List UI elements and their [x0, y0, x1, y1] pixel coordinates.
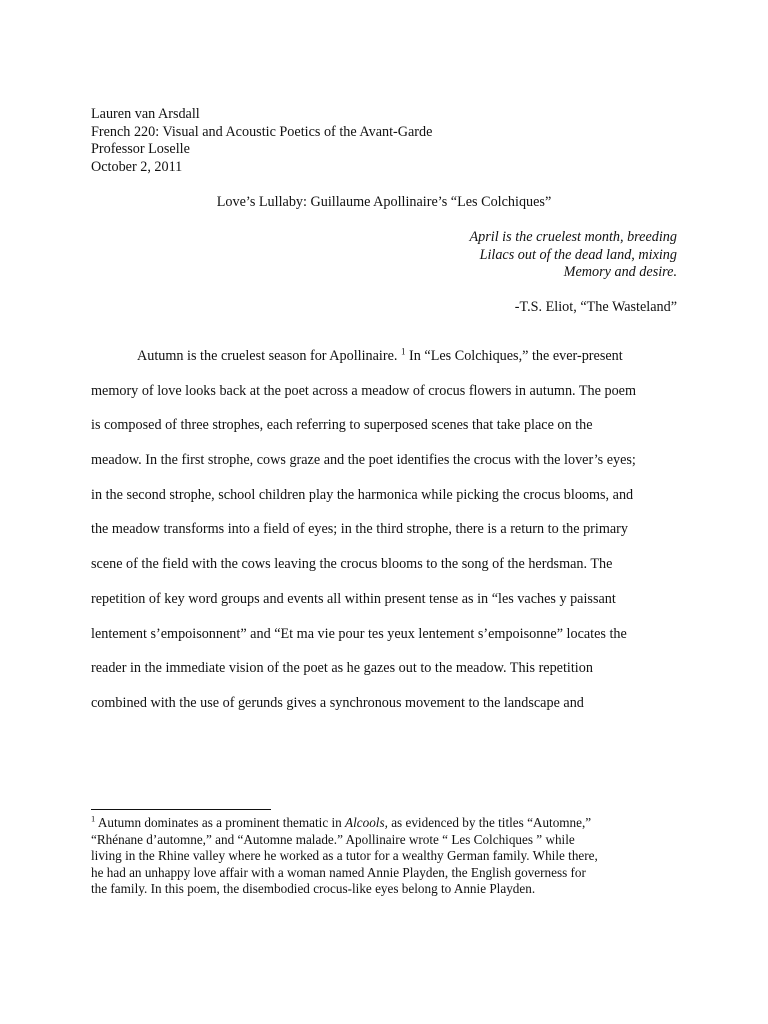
footnote-1	[91, 815, 691, 898]
footnote-marker[interactable]: 1	[401, 346, 406, 357]
body-line: in the second strophe, school children play the harmonica while picking the crocus blooms, and	[91, 486, 634, 503]
body-line: lentement s’empoisonnent” and “Et ma vie pour tes yeux lentement s’empoisonne” locates the	[91, 625, 627, 642]
epigraph-attribution: -T.S. Eliot, “The Wasteland”	[514, 299, 677, 315]
footnote-separator	[91, 809, 271, 810]
body-paragraph	[91, 346, 677, 728]
professor-name: Professor Loselle	[91, 141, 190, 157]
body-line-first-continued: In “Les Colchiques,” the ever-present	[409, 348, 623, 364]
footnote-number: 1	[91, 813, 96, 824]
body-line: meadow. In the first strophe, cows graze and the poet identifies the crocus with the lover’s eyes;	[91, 452, 636, 469]
body-line-first-text: Autumn is the cruelest season for Apollinaire.	[137, 348, 398, 364]
footnote-line: “Rhénane d’automne,” and “Automne malade.” Apollinaire wrote “ Les Colchiques ” while	[91, 831, 575, 847]
essay-date: October 2, 2011	[91, 158, 183, 175]
epigraph	[177, 229, 677, 282]
epigraph-line: Lilacs out of the dead land, mixing	[479, 246, 677, 263]
author-name: Lauren van Arsdall	[91, 106, 200, 122]
footnote-line: the family. In this poem, the disembodied crocus-like eyes belong to Annie Playden.	[91, 881, 536, 897]
essay-title: Love’s Lullaby: Guillaume Apollinaire’s “Les Colchiques”	[216, 194, 552, 210]
footnote-line: he had an unhappy love affair with a woman named Annie Playden, the English governess for	[91, 864, 586, 880]
footnote-text-continued: as evidenced by the titles “Automne,”	[391, 815, 592, 830]
body-line: memory of love looks back at the poet across a meadow of crocus flowers in autumn. The poem	[91, 382, 637, 399]
course-name: French 220: Visual and Acoustic Poetics of the Avant-Garde	[91, 123, 433, 140]
footnote-line-first	[91, 815, 691, 832]
footnote-line: living in the Rhine valley where he worked as a tutor for a wealthy German family. While there,	[91, 848, 598, 864]
header-block	[91, 106, 691, 176]
footnote-text: Autumn dominates as a prominent thematic in	[97, 815, 342, 830]
body-line: repetition of key word groups and events all within present tense as in “les vaches y paissant	[91, 590, 616, 607]
body-line-first	[91, 346, 677, 381]
epigraph-line: April is the cruelest month, breeding	[469, 229, 677, 245]
body-line: scene of the field with the cows leaving the crocus blooms to the song of the herdsman. The	[91, 556, 613, 573]
body-line: the meadow transforms into a field of eyes; in the third strophe, there is a return to the primary	[91, 521, 628, 538]
footnote-italic-title: Alcools,	[345, 815, 388, 830]
epigraph-line: Memory and desire.	[563, 264, 677, 280]
body-line: reader in the immediate vision of the poet as he gazes out to the meadow. This repetition	[91, 660, 593, 677]
body-line: is composed of three strophes, each referring to superposed scenes that take place on the	[91, 417, 593, 434]
body-line: combined with the use of gerunds gives a synchronous movement to the landscape and	[91, 694, 584, 711]
